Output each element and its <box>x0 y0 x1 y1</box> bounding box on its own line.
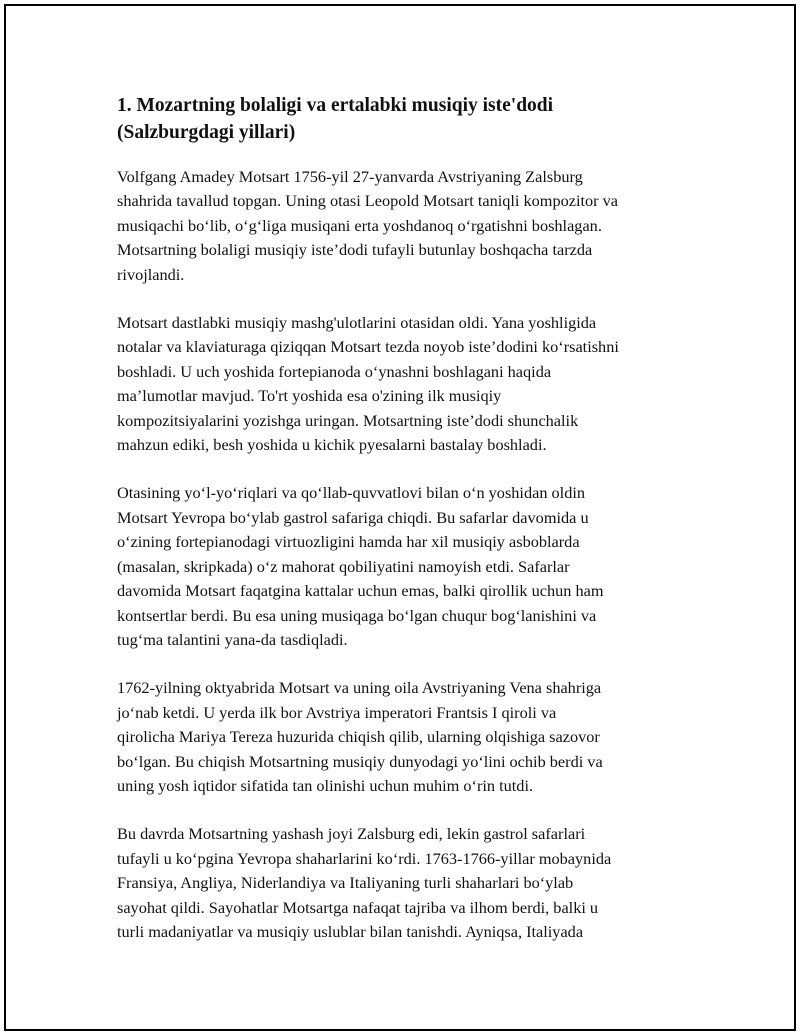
text-line: turli madaniyatlar va musiqiy uslublar bilan tanishdi. Ayniqsa, Italiyada <box>117 921 584 941</box>
text-line: Motsart dastlabki musiqiy mashg'ulotlarini otasidan oldi. Yana yoshligida <box>117 313 597 333</box>
text-line: sayohat qildi. Sayohatlar Motsartga nafaqat tajriba va ilhom berdi, balki u <box>117 897 599 917</box>
text-line: musiqachi bo‘lib, o‘g‘liga musiqani erta yoshdanoq o‘rgatishni boshlagan. <box>117 215 602 235</box>
paragraph-4 <box>117 676 697 798</box>
heading-line-2: (Salzburgdagi yillari) <box>117 122 296 143</box>
text-line: shahrida tavallud topgan. Uning otasi Leopold Motsart taniqli kompozitor va <box>117 191 619 211</box>
text-line: boshladi. U uch yoshida fortepianoda o‘ynashni boshlagani haqida <box>117 361 552 381</box>
text-line: Volfgang Amadey Motsart 1756-yil 27-yanvarda Avstriyaning Zalsburg <box>117 167 583 186</box>
document-body <box>117 92 697 968</box>
paragraph-5 <box>117 822 697 944</box>
text-line: ma’lumotlar mavjud. To'rt yoshida esa o'zining ilk musiqiy <box>117 386 502 406</box>
text-line: Otasining yo‘l-yo‘riqlari va qo‘llab-quvvatlovi bilan o‘n yoshidan oldin <box>117 483 585 503</box>
text-line: tufayli u ko‘pgina Yevropa shaharlarini ko‘rdi. 1763-1766-yillar mobaynida <box>117 848 612 868</box>
paragraph-2 <box>117 311 697 457</box>
text-line: uning yosh iqtidor sifatida tan olinishi uchun muhim o‘rin tutdi. <box>117 775 534 795</box>
text-line: Fransiya, Angliya, Niderlandiya va Italiyaning turli shaharlari bo‘ylab <box>117 873 574 893</box>
paragraph-1 <box>117 165 697 287</box>
text-line: Motsartning bolaligi musiqiy iste’dodi tufayli butunlay boshqacha tarzda <box>117 240 593 260</box>
text-line: davomida Motsart faqatgina kattalar uchun emas, balki qirollik uchun ham <box>117 581 604 601</box>
text-line: jo‘nab ketdi. U yerda ilk bor Avstriya imperatori Frantsis I qiroli va <box>117 702 557 722</box>
text-line: Motsart Yevropa bo‘ylab gastrol safariga chiqdi. Bu safarlar davomida u <box>117 507 589 527</box>
text-line: mahzun ediki, besh yoshida u kichik pyesalarni bastalay boshladi. <box>117 435 547 455</box>
text-line: qirolicha Mariya Tereza huzurida chiqish qilib, ularning olqishiga sazovor <box>117 727 600 747</box>
section-heading <box>117 92 697 146</box>
text-line: tug‘ma talantini yana-da tasdiqladi. <box>117 629 348 649</box>
text-line: 1762-yilning oktyabrida Motsart va uning oila Avstriyaning Vena shahriga <box>117 678 602 698</box>
text-line: rivojlandi. <box>117 264 185 284</box>
text-line: kontsertlar berdi. Bu esa uning musiqaga bo‘lgan chuqur bog‘lanishini va <box>117 605 597 625</box>
paragraph-3 <box>117 481 697 652</box>
text-line: o‘zining fortepianodagi virtuozligini hamda har xil musiqiy asboblarda <box>117 532 580 552</box>
text-line: notalar va klaviaturaga qiziqqan Motsart tezda noyob iste’dodini ko‘rsatishni <box>117 337 619 357</box>
text-line: (masalan, skripkada) o‘z mahorat qobiliyatini namoyish etdi. Safarlar <box>117 556 570 576</box>
heading-line-1: 1. Mozartning bolaligi va ertalabki musiqiy iste'dodi <box>117 95 554 116</box>
text-line: kompozitsiyalarini yozishga uringan. Motsartning iste’dodi shunchalik <box>117 410 579 430</box>
text-line: Bu davrda Motsartning yashash joyi Zalsburg edi, lekin gastrol safarlari <box>117 824 586 844</box>
text-line: bo‘lgan. Bu chiqish Motsartning musiqiy dunyodagi yo‘lini ochib berdi va <box>117 751 603 771</box>
